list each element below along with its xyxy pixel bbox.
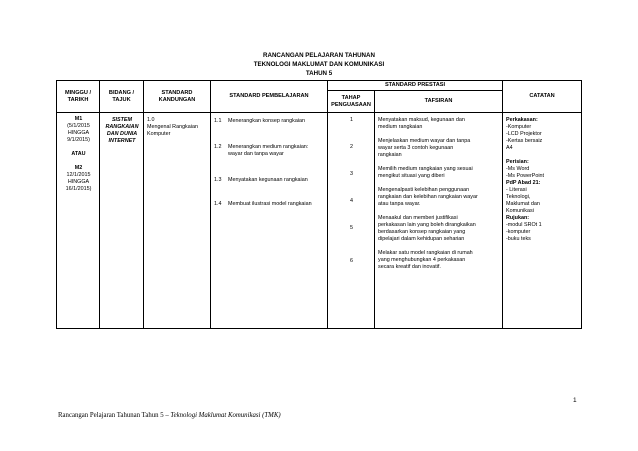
header-bidang: BIDANG / TAJUK	[100, 81, 144, 113]
document-title: RANCANGAN PELAJARAN TAHUNAN	[263, 52, 375, 59]
sp-item: 1.1 Menerangkan konsep rangkaian	[214, 118, 306, 124]
footer-prefix: Rancangan Pelajaran Tahunan Tahun 5 –	[58, 412, 171, 419]
cell-catatan: Perkakasan: -Komputer -LCD Projektor -Kertas bersaiz A4 Perisian: -Ms Word -Ms PowerPoint PdP Abad 21: - Literasi Teknologi, Maklumat dan Komunikasi Rujukan: -modul SROt 1 -komputer -buku teks	[503, 113, 582, 329]
document-year: TAHUN 5	[305, 70, 333, 77]
sp-item: 1.4 Membuat ilustrasi model rangkaian	[214, 201, 312, 207]
cell-minggu: M1 (5/1/2015 HINGGA 9/1/2015) ATAU M2 12/1/2015 HINGGA 16/1/2015)	[57, 113, 100, 329]
cell-standard-kandungan: 1.0 Mengenal Rangkaian Komputer	[144, 113, 211, 329]
sp-item: 1.3 Menyatakan kegunaan rangkaian	[214, 177, 308, 183]
header-minggu: MINGGU / TARIKH	[57, 81, 100, 113]
lesson-plan-table	[56, 80, 582, 329]
cell-tafsiran: Menyatakan maksud, kegunaan dan medium rangkaian Menjelaskan medium wayar dan tanpa wayar serta 3 contoh kegunaan rangkaian Memilih medium rangkaian yang sesuai mengikut situasi yang diberi Mengenalpasti kelebihan penggunaan rangkaian dan kelebihan rangkaian wayar atau tanpa wayar. Menaakul dan memberi justifikasi perkakasan lain yang boleh dirangkaikan berdasarkan konsep rangkaian yang dipelajari dalam kehidupan seharian Melakar satu model rangkaian di rumah yang menghubungkan 4 perkakasan secara kreatif dan inovatif.	[375, 113, 503, 329]
cell-tahap-penguasaan: 1 2 3 4 5 6	[328, 113, 375, 329]
sp-item: 1.2 Menerangkan medium rangkaian:	[214, 144, 309, 150]
page-number: 1	[573, 397, 577, 404]
header-tafsiran: TAFSIRAN	[375, 91, 503, 113]
header-standard-kandungan: STANDARD KANDUNGAN	[144, 81, 211, 113]
document-subject: TEKNOLOGI MAKLUMAT DAN KOMUNIKASI	[253, 61, 385, 68]
footer-subject: Teknologi Maklumat Komunikasi (TMK)	[170, 412, 281, 419]
header-standard-pembelajaran: STANDARD PEMBELAJARAN	[211, 81, 328, 113]
cell-bidang: SISTEM RANGKAIAN DAN DUNIA INTERNET	[100, 113, 144, 329]
header-tahap: TAHAP PENGUASAAN	[328, 91, 375, 113]
header-catatan: CATATAN	[503, 81, 582, 113]
page-footer	[58, 412, 281, 419]
header-standard-prestasi: STANDARD PRESTASI	[328, 81, 503, 91]
cell-standard-pembelajaran: 1.1 Menerangkan konsep rangkaian 1.2 Menerangkan medium rangkaian: wayar dan tanpa wayar 1.3 Menyatakan kegunaan rangkaian 1.4 Membuat ilustrasi model rangkaian	[211, 113, 328, 329]
